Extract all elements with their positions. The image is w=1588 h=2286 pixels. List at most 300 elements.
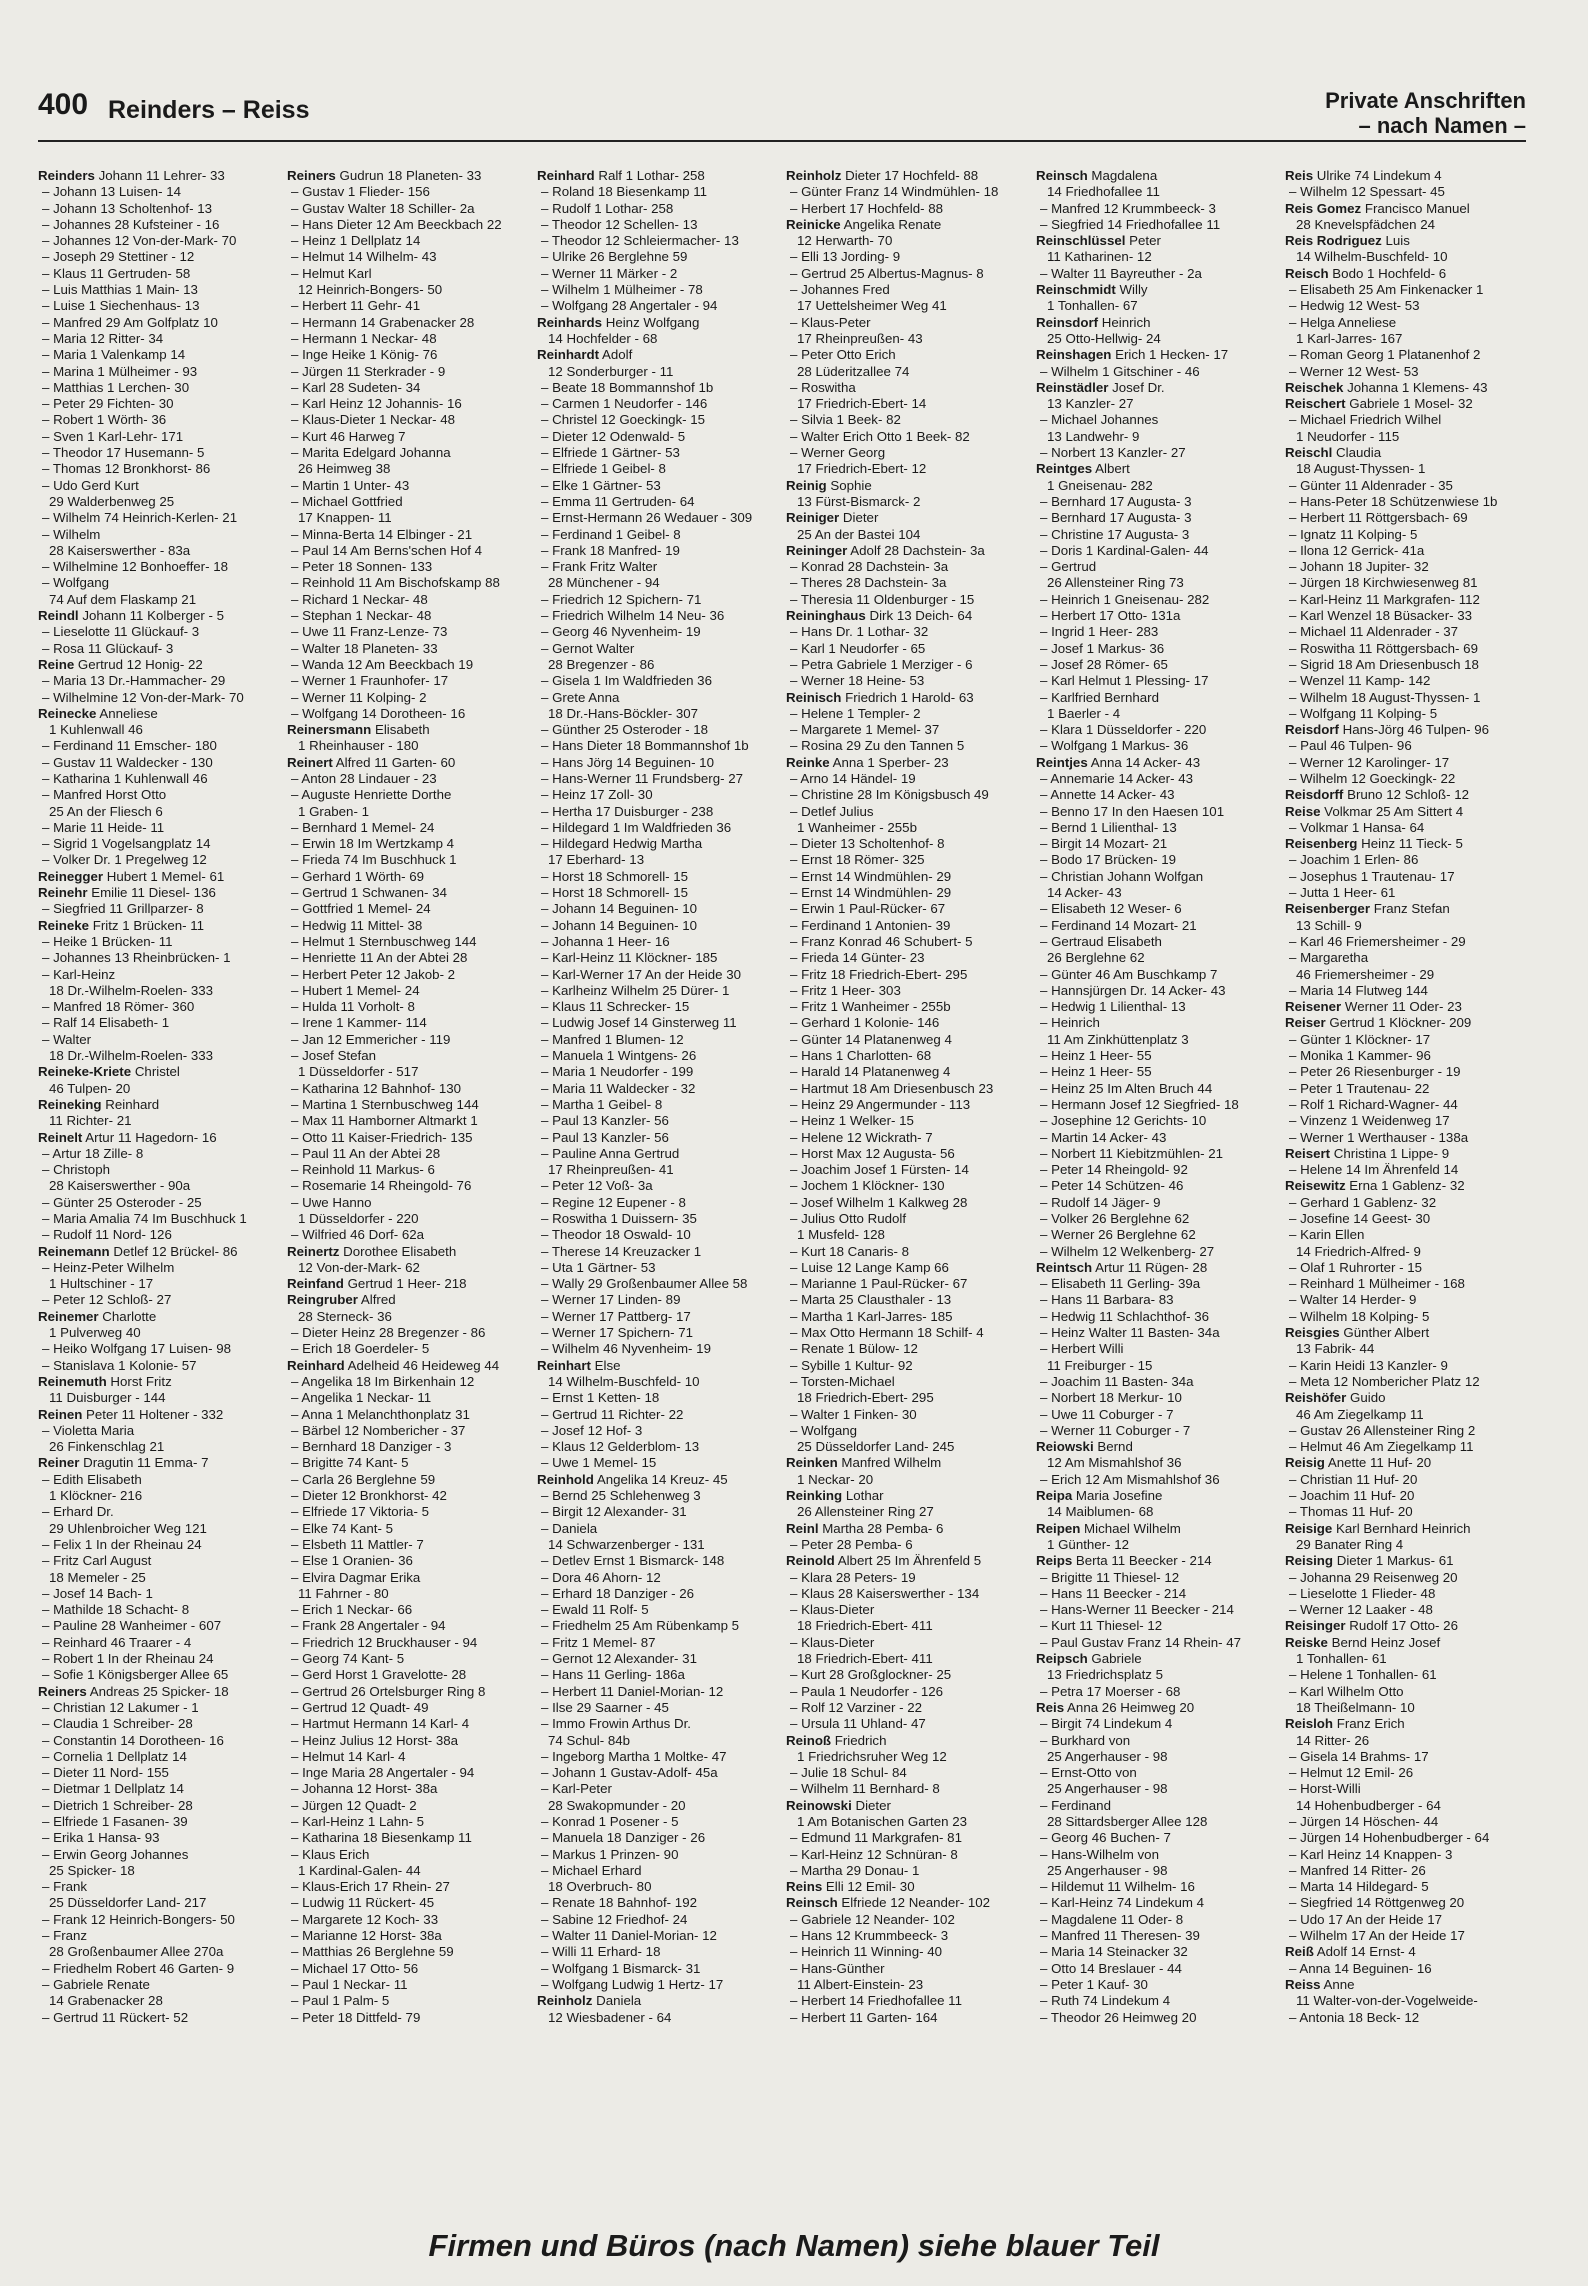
directory-entry: – Werner 11 Märker - 2: [541, 265, 678, 281]
directory-entry: – Marita Edelgard Johanna: [291, 445, 451, 461]
surname-entry: [1036, 282, 1279, 298]
directory-entry: – Wilfried 46 Dorf- 62a: [291, 1227, 425, 1243]
entry-continuation: 17 Rheinpreußen- 43: [797, 330, 923, 346]
directory-entry: – Bodo 17 Brücken- 19: [1040, 852, 1177, 868]
directory-entry: – Hedwig 11 Schlachthof- 36: [1040, 1308, 1210, 1324]
directory-entry: – Herbert 11 Röttgersbach- 69: [1289, 510, 1468, 526]
directory-entry: – Wilhelm 12 Spessart- 45: [1289, 184, 1445, 200]
directory-entry: – Julius Otto Rudolf: [790, 1211, 907, 1226]
surname-entry: [1285, 787, 1526, 803]
directory-entry: – Doris 1 Kardinal-Galen- 44: [1040, 542, 1209, 558]
surname-entry: [38, 657, 281, 673]
section-heading-line1: Private Anschriften: [1325, 88, 1526, 113]
surname: Reinecke: [38, 705, 97, 721]
directory-entry: – Angelika 1 Neckar- 11: [291, 1390, 432, 1406]
surname: Reipsch: [1036, 1651, 1088, 1667]
directory-entry: – Hans-Günther: [790, 1960, 885, 1976]
entry-detail: Bernd: [1093, 1439, 1133, 1455]
directory-columns: [38, 168, 1526, 2200]
entry-continuation: 18 Overbruch- 80: [548, 1879, 652, 1895]
directory-entry: – Josephine 12 Gerichts- 10: [1040, 1113, 1207, 1129]
directory-entry: – Silvia 1 Beek- 82: [790, 412, 901, 428]
directory-entry: – Gernot Walter: [541, 640, 635, 656]
entry-continuation: 1 Karl-Jarres- 167: [1296, 330, 1403, 346]
entry-detail: Claudia: [1332, 445, 1382, 461]
surname: Reipa: [1036, 1488, 1073, 1504]
directory-entry: – Lieselotte 11 Glückauf- 3: [42, 624, 200, 640]
directory-entry: – Peter 26 Riesenburger - 19: [1289, 1064, 1461, 1080]
directory-entry: – Karl 28 Sudeten- 34: [291, 379, 421, 395]
surname: Reinsch: [786, 1895, 838, 1911]
directory-entry: – Theodor 18 Oswald- 10: [541, 1227, 691, 1243]
surname: Reinhards: [537, 314, 603, 330]
directory-entry: – Irene 1 Kammer- 114: [291, 1015, 427, 1031]
surname: Reiske: [1285, 1634, 1328, 1650]
surname-entry: [38, 1130, 281, 1146]
directory-entry: – Paul 46 Tulpen- 96: [1289, 738, 1412, 754]
entry-continuation: 13 Friedrichsplatz 5: [1047, 1667, 1164, 1683]
directory-entry: – Hans Jörg 14 Beguinen- 10: [541, 754, 714, 770]
entry-detail: Elisabeth: [371, 722, 430, 738]
directory-entry: – Wolfgang 14 Dorotheen- 16: [291, 705, 466, 721]
surname: Reineke-Kriete: [38, 1064, 132, 1080]
directory-entry: – Uwe 11 Coburger - 7: [1040, 1406, 1174, 1422]
surname-entry: [38, 706, 281, 722]
directory-entry: – Wolfgang 11 Kolping- 5: [1289, 705, 1438, 721]
directory-entry: – Helmut 14 Karl- 4: [291, 1748, 406, 1764]
directory-entry: – Johanna 1 Heer- 16: [541, 933, 670, 949]
surname: Reiner: [38, 1455, 80, 1471]
entry-detail: Else: [590, 1357, 621, 1373]
surname: Reischek: [1285, 379, 1344, 395]
surname: Reinemer: [38, 1308, 99, 1324]
directory-entry: – Helene 1 Templer- 2: [790, 705, 921, 721]
directory-entry: – Herbert Willi: [1040, 1341, 1124, 1357]
entry-continuation: 17 Knappen- 11: [298, 510, 392, 526]
directory-entry: – Birgit 14 Mozart- 21: [1040, 836, 1168, 852]
directory-entry: – Klara 1 Düsseldorfer - 220: [1040, 722, 1207, 738]
entry-continuation: 28 Bregenzer - 86: [548, 656, 655, 672]
directory-entry: – Klaus Erich: [291, 1846, 370, 1862]
surname: Reinersmann: [287, 722, 372, 738]
directory-entry: – Katharina 1 Kuhlenwall 46: [42, 770, 208, 786]
entry-continuation: 1 Klöckner- 216: [49, 1488, 143, 1504]
entry-continuation: 29 Banater Ring 4: [1296, 1536, 1404, 1552]
entry-continuation: 26 Berglehne 62: [1047, 950, 1145, 966]
entry-detail: Franz Stefan: [1370, 901, 1450, 917]
directory-entry: – Wilhelm 46 Nyvenheim- 19: [541, 1341, 711, 1357]
directory-entry: – Olaf 1 Ruhrorter - 15: [1289, 1259, 1423, 1275]
directory-entry: – Bernhard 17 Augusta- 3: [1040, 510, 1192, 526]
directory-entry: – Brigitte 74 Kant- 5: [291, 1455, 409, 1471]
entry-continuation: 11 Fahrner - 80: [298, 1585, 389, 1601]
directory-entry: – Klaus-Erich 17 Rhein- 27: [291, 1879, 450, 1895]
entry-continuation: 11 Albert-Einstein- 23: [797, 1976, 924, 1992]
directory-entry: – Robert 1 In der Rheinau 24: [42, 1651, 214, 1667]
surname: Reine: [38, 656, 75, 672]
directory-entry: – Manfred 12 Krummbeeck- 3: [1040, 200, 1216, 216]
surname: Reise: [1285, 803, 1321, 819]
entry-continuation: 1 Am Botanischen Garten 23: [797, 1813, 968, 1829]
directory-entry: – Peter 14 Rheingold- 92: [1040, 1162, 1188, 1178]
directory-entry: – Klaus 11 Gertruden- 58: [42, 265, 191, 281]
directory-entry: – Kurt 11 Thiesel- 12: [1040, 1618, 1163, 1634]
directory-entry: – Robert 1 Wörth- 36: [42, 412, 167, 428]
directory-entry: – Gisela 1 Im Waldfrieden 36: [541, 673, 712, 689]
surname: Reindl: [38, 608, 79, 624]
entry-continuation: 11 Walter-von-der-Vogelweide-: [1296, 1993, 1478, 2009]
entry-continuation: 1 Wanheimer - 255b: [797, 819, 917, 835]
entry-detail: Johanna 1 Klemens- 43: [1343, 379, 1488, 395]
directory-entry: – Werner 11 Coburger - 7: [1040, 1422, 1191, 1438]
directory-entry: – Walter 11 Bayreuther - 2a: [1040, 265, 1202, 281]
directory-entry: – Dieter 12 Bronkhorst- 42: [291, 1488, 447, 1504]
directory-entry: – Sven 1 Karl-Lehr- 171: [42, 428, 184, 444]
entry-continuation: 12 Von-der-Mark- 62: [298, 1259, 420, 1275]
directory-entry: – Georg 74 Kant- 5: [291, 1651, 405, 1667]
directory-entry: – Josef 12 Hof- 3: [541, 1422, 643, 1438]
directory-entry: – Karl Heinz 14 Knappen- 3: [1289, 1846, 1453, 1862]
surname-entry: [1285, 804, 1526, 820]
directory-entry: – Regine 12 Eupener - 8: [541, 1194, 686, 1210]
entry-detail: Maria Josefine: [1072, 1488, 1163, 1504]
directory-entry: – Theodor 17 Husemann- 5: [42, 445, 205, 461]
directory-entry: – Maria 13 Dr.-Hammacher- 29: [42, 673, 226, 689]
surname-entry: [38, 1455, 281, 1471]
entry-continuation: 11 Freiburger - 15: [1047, 1357, 1153, 1373]
entry-detail: Alfred 11 Garten- 60: [332, 754, 456, 770]
directory-entry: – Norbert 11 Kiebitzmühlen- 21: [1040, 1145, 1224, 1161]
directory-entry: – Paula 1 Neudorfer - 126: [790, 1683, 944, 1699]
directory-entry: – Theodor 12 Schleiermacher- 13: [541, 233, 739, 249]
entry-detail: Heinrich: [1098, 314, 1151, 330]
entry-continuation: 18 Friedrich-Ebert- 411: [797, 1651, 933, 1667]
directory-entry: – Johann 13 Scholtenhof- 13: [42, 200, 213, 216]
directory-entry: – Heinz 17 Zoll- 30: [541, 787, 653, 803]
entry-continuation: 17 Eberhard- 13: [548, 852, 645, 868]
entry-detail: Gertrud 12 Honig- 22: [74, 656, 203, 672]
directory-entry: – Klaus 28 Kaiserswerther - 134: [790, 1585, 980, 1601]
directory-entry: – Karl-Heinz 11 Klöckner- 185: [541, 950, 718, 966]
directory-entry: – Birgit 12 Alexander- 31: [541, 1504, 687, 1520]
directory-entry: – Heinz 1 Welker- 15: [790, 1113, 914, 1129]
directory-entry: – Gertrud 12 Quadt- 49: [291, 1699, 429, 1715]
entry-detail: Adelheid 46 Heideweg 44: [344, 1357, 500, 1373]
directory-entry: – Peter 14 Schützen- 46: [1040, 1178, 1184, 1194]
entry-continuation: 13 Schill- 9: [1296, 917, 1362, 933]
directory-entry: – Friedhelm Robert 46 Garten- 9: [42, 1960, 235, 1976]
directory-entry: – Udo 17 An der Heide 17: [1289, 1911, 1443, 1927]
entry-detail: Dragutin 11 Emma- 7: [79, 1455, 209, 1471]
surname: Reinemann: [38, 1243, 110, 1259]
directory-entry: – Karl-Heinz 74 Lindekum 4: [1040, 1895, 1205, 1911]
entry-continuation: 18 August-Thyssen- 1: [1296, 461, 1426, 477]
surname-entry: [287, 755, 530, 771]
surname: Reisinger: [1285, 1618, 1346, 1634]
directory-entry: – Wilhelm 74 Heinrich-Kerlen- 21: [42, 510, 238, 526]
directory-entry: – Roswitha: [790, 379, 856, 395]
directory-entry: – Jutta 1 Heer- 61: [1289, 885, 1396, 901]
directory-entry: – Inge Maria 28 Angertaler - 94: [291, 1765, 475, 1781]
directory-entry: – Michael Gottfried: [291, 493, 403, 509]
directory-entry: – Gabriele Renate: [42, 1976, 150, 1992]
surname-entry: [1036, 315, 1279, 331]
directory-entry: – Friedrich 12 Spichern- 71: [541, 591, 702, 607]
directory-entry: – Kurt 46 Harweg 7: [291, 428, 406, 444]
directory-entry: – Brigitte 11 Thiesel- 12: [1040, 1569, 1180, 1585]
surname-entry: [1285, 836, 1526, 852]
directory-entry: – Theodor 12 Schellen- 13: [541, 216, 698, 232]
directory-entry: – Arno 14 Händel- 19: [790, 770, 916, 786]
directory-entry: – Grete Anna: [541, 689, 620, 705]
directory-entry: – Bernhard 18 Danziger - 3: [291, 1439, 452, 1455]
directory-entry: – Friedrich 12 Bruckhauser - 94: [291, 1634, 478, 1650]
surname-entry: [1036, 1260, 1279, 1276]
directory-entry: – Martina 1 Sternbuschweg 144: [291, 1096, 479, 1112]
entry-continuation: 12 Heinrich-Bongers- 50: [298, 282, 443, 298]
directory-entry: – Rosemarie 14 Rheingold- 76: [291, 1178, 472, 1194]
directory-entry: – Friedrich Wilhelm 14 Neu- 36: [541, 608, 725, 624]
directory-entry: – Dietmar 1 Dellplatz 14: [42, 1781, 184, 1797]
directory-entry: – Hedwig 12 West- 53: [1289, 298, 1420, 314]
directory-entry: – Michael Friedrich Wilhel: [1289, 412, 1442, 428]
entry-continuation: 18 Memeler - 25: [49, 1569, 146, 1585]
directory-entry: – Beate 18 Bommannshof 1b: [541, 379, 714, 395]
directory-entry: – Herbert 17 Hochfeld- 88: [790, 200, 943, 216]
entry-continuation: 11 Katharinen- 12: [1047, 249, 1152, 265]
directory-entry: – Rolf 1 Richard-Wagner- 44: [1289, 1096, 1458, 1112]
directory-entry: – Elsbeth 11 Mattler- 7: [291, 1536, 424, 1552]
entry-detail: Christina 1 Lippe- 9: [1330, 1145, 1450, 1161]
entry-continuation: 14 Maiblumen- 68: [1047, 1504, 1154, 1520]
entry-continuation: 46 Am Ziegelkamp 11: [1296, 1406, 1424, 1422]
directory-entry: – Christian 11 Huf- 20: [1289, 1471, 1418, 1487]
directory-entry: – Uwe 1 Memel- 15: [541, 1455, 657, 1471]
directory-entry: – Hulda 11 Vorholt- 8: [291, 999, 415, 1015]
entry-detail: Andreas 25 Spicker- 18: [86, 1683, 229, 1699]
surname: Reinicke: [786, 216, 841, 232]
directory-entry: – Margarete 1 Memel- 37: [790, 722, 940, 738]
directory-entry: – Erich 12 Am Mismahlshof 36: [1040, 1471, 1220, 1487]
directory-entry: – Wally 29 Großenbaumer Allee 58: [541, 1276, 748, 1292]
directory-entry: – Johannes 12 Von-der-Mark- 70: [42, 233, 237, 249]
surname-entry: [1285, 1455, 1526, 1471]
directory-entry: – Karin Ellen: [1289, 1227, 1365, 1243]
surname: Reinertz: [287, 1243, 340, 1259]
directory-entry: – Johanna 12 Horst- 38a: [291, 1781, 438, 1797]
entry-continuation: 74 Auf dem Flaskamp 21: [49, 591, 197, 607]
entry-continuation: 13 Kanzler- 27: [1047, 396, 1134, 412]
directory-entry: – Joachim 11 Basten- 34a: [1040, 1373, 1194, 1389]
directory-entry: – Gertrud: [1040, 559, 1097, 575]
surname: Reinhart: [537, 1357, 591, 1373]
section-heading-line2: – nach Namen –: [1358, 113, 1526, 138]
directory-entry: – Mathilde 18 Schacht- 8: [42, 1602, 190, 1618]
surname: Reisloh: [1285, 1716, 1334, 1732]
directory-entry: – Volkmar 1 Hansa- 64: [1289, 819, 1425, 835]
entry-detail: Albert: [1092, 461, 1130, 477]
surname: Reisert: [1285, 1145, 1331, 1161]
directory-entry: – Annemarie 14 Acker- 43: [1040, 770, 1194, 786]
directory-entry: – Ferdinand 1 Geibel- 8: [541, 526, 681, 542]
directory-entry: – Siegfried 11 Grillparzer- 8: [42, 901, 204, 917]
directory-entry: – Wolfgang 28 Angertaler - 94: [541, 298, 718, 314]
entry-detail: Adolf 14 Ernst- 4: [1313, 1944, 1416, 1960]
entry-continuation: 18 Friedrich-Ebert- 411: [797, 1618, 933, 1634]
directory-entry: – Theodor 26 Heimweg 20: [1040, 2009, 1197, 2025]
directory-entry: – Dieter Heinz 28 Bregenzer - 86: [291, 1325, 486, 1341]
directory-entry: – Meta 12 Nombericher Platz 12: [1289, 1373, 1480, 1389]
entry-continuation: 1 Rheinhauser - 180: [298, 738, 419, 754]
surname: Reinisch: [786, 689, 842, 705]
directory-entry: – Roswitha 11 Röttgersbach- 69: [1289, 640, 1478, 656]
entry-continuation: 25 An der Fliesch 6: [49, 803, 163, 819]
directory-entry: – Karl Wilhelm Otto: [1289, 1683, 1404, 1699]
surname-entry: [38, 1684, 281, 1700]
surname-entry: [1036, 1553, 1279, 1569]
surname-entry: [786, 510, 1029, 526]
directory-entry: – Ernst-Otto von: [1040, 1765, 1137, 1781]
directory-entry: – Fritz Carl August: [42, 1553, 152, 1569]
directory-entry: – Hans Dieter 12 Am Beeckbach 22: [291, 216, 502, 232]
directory-entry: – Werner 17 Pattberg- 17: [541, 1308, 691, 1324]
surname: Reishöfer: [1285, 1390, 1347, 1406]
directory-entry: – Dietrich 1 Schreiber- 28: [42, 1797, 193, 1813]
directory-entry: – Peter 12 Schloß- 27: [42, 1292, 172, 1308]
directory-entry: – Siegfried 14 Friedhofallee 11: [1040, 216, 1221, 232]
entry-continuation: 12 Wiesbadener - 64: [548, 2009, 672, 2025]
directory-entry: – Werner 1 Fraunhofer- 17: [291, 673, 449, 689]
directory-entry: – Wilhelmine 12 Bonhoeffer- 18: [42, 559, 229, 575]
directory-entry: – Emma 11 Gertruden- 64: [541, 493, 695, 509]
entry-detail: Berta 11 Beecker - 214: [1072, 1553, 1212, 1569]
entry-continuation: 13 Fürst-Bismarck- 2: [797, 493, 921, 509]
directory-entry: – Elisabeth 25 Am Finkenacker 1: [1289, 282, 1484, 298]
directory-entry: – Hermann Josef 12 Siegfried- 18: [1040, 1096, 1239, 1112]
surname: Reineke: [38, 917, 89, 933]
surname-entry: [1285, 380, 1526, 396]
surname-entry: [38, 1374, 281, 1390]
surname: Reinelt: [38, 1129, 83, 1145]
surname-entry: [1285, 1521, 1526, 1537]
surname: Reintsch: [1036, 1259, 1093, 1275]
surname-entry: [1285, 1618, 1526, 1634]
directory-entry: – Therese 14 Kreuzacker 1: [541, 1243, 702, 1259]
surname: Reisdorf: [1285, 722, 1339, 738]
entry-detail: Hubert 1 Memel- 61: [103, 868, 225, 884]
directory-entry: – Willi 11 Erhard- 18: [541, 1944, 661, 1960]
directory-entry: – Klaus-Peter: [790, 314, 871, 330]
directory-entry: – Hans-Wilhelm von: [1040, 1846, 1159, 1862]
page-number: 400: [38, 88, 89, 121]
entry-detail: Artur 11 Rügen- 28: [1092, 1259, 1208, 1275]
directory-entry: – Peter 29 Fichten- 30: [42, 396, 174, 412]
surname: Reiss: [1285, 1976, 1321, 1992]
directory-entry: – Jürgen 11 Sterkrader - 9: [291, 363, 446, 379]
surname: Reips: [1036, 1553, 1073, 1569]
directory-entry: – Sofie 1 Königsberger Allee 65: [42, 1667, 229, 1683]
directory-entry: – Petra 17 Moerser - 68: [1040, 1683, 1181, 1699]
entry-continuation: 17 Friedrich-Ebert- 14: [797, 396, 927, 412]
directory-entry: – Ferdinand 14 Mozart- 21: [1040, 917, 1197, 933]
directory-entry: – Klaus 11 Schrecker- 15: [541, 999, 690, 1015]
surname: Reinoß: [786, 1732, 832, 1748]
directory-entry: – Antonia 18 Beck- 12: [1289, 2009, 1420, 2025]
surname-entry: [38, 1309, 281, 1325]
entry-detail: Alfred: [357, 1292, 396, 1308]
directory-entry: – Maria 1 Valenkamp 14: [42, 347, 186, 363]
surname: Reinschmidt: [1036, 282, 1116, 298]
directory-entry: – Immo Frowin Arthus Dr.: [541, 1716, 691, 1732]
surname-entry: [1036, 347, 1279, 363]
entry-detail: Franz Erich: [1333, 1716, 1405, 1732]
entry-continuation: 25 An der Bastei 104: [797, 526, 921, 542]
directory-entry: – Bernd 25 Schlehenweg 3: [541, 1488, 701, 1504]
directory-entry: – Roswitha 1 Duissern- 35: [541, 1211, 697, 1226]
directory-entry: – Hans 12 Krummbeeck- 3: [790, 1928, 949, 1944]
directory-entry: – Cornelia 1 Dellplatz 14: [42, 1748, 187, 1764]
surname: Reisdorff: [1285, 787, 1344, 803]
directory-entry: – Karl-Heinz 1 Lahn- 5: [291, 1813, 425, 1829]
surname: Reinsch: [1036, 168, 1088, 183]
surname: Reinowski: [786, 1797, 852, 1813]
entry-detail: Artur 11 Hagedorn- 16: [82, 1129, 217, 1145]
entry-detail: Erna 1 Gablenz- 32: [1345, 1178, 1465, 1194]
directory-entry: – Stephan 1 Neckar- 48: [291, 608, 432, 624]
directory-entry: – Theresia 11 Oldenburger - 15: [790, 591, 975, 607]
entry-detail: Heinz 11 Tieck- 5: [1357, 836, 1463, 852]
directory-entry: – Bernhard 1 Memel- 24: [291, 819, 435, 835]
entry-detail: Dirk 13 Deich- 64: [865, 608, 973, 624]
surname-entry: [1036, 380, 1279, 396]
directory-column-3: [537, 168, 780, 2200]
directory-entry: – Gertrud 11 Richter- 22: [541, 1406, 684, 1422]
directory-entry: – Angelika 18 Im Birkenhain 12: [291, 1373, 475, 1389]
directory-entry: – Ingeborg Martha 1 Moltke- 47: [541, 1748, 727, 1764]
directory-entry: – Friedhelm 25 Am Rübenkamp 5: [541, 1618, 740, 1634]
directory-entry: – Helmut 46 Am Ziegelkamp 11: [1289, 1439, 1474, 1455]
directory-entry: – Günter Franz 14 Windmühlen- 18: [790, 184, 999, 200]
entry-continuation: 13 Landwehr- 9: [1047, 428, 1140, 444]
directory-entry: – Otto 14 Breslauer - 44: [1040, 1960, 1182, 1976]
directory-entry: – Gertrud 11 Rückert- 52: [42, 2009, 189, 2025]
entry-detail: Hans-Jörg 46 Tulpen- 96: [1338, 722, 1489, 738]
directory-entry: – Hermann 14 Grabenacker 28: [291, 314, 475, 330]
directory-entry: – Carmen 1 Neudorfer - 146: [541, 396, 708, 412]
directory-entry: – Harald 14 Platanenweg 4: [790, 1064, 951, 1080]
entry-detail: Friedrich 1 Harold- 63: [841, 689, 974, 705]
entry-continuation: 14 Ritter- 26: [1296, 1732, 1370, 1748]
directory-entry: – Sybille 1 Kultur- 92: [790, 1357, 913, 1373]
directory-entry: – Manfred 1 Blumen- 12: [541, 1031, 684, 1047]
directory-entry: – Ruth 74 Lindekum 4: [1040, 1993, 1171, 2009]
entry-detail: Horst Fritz: [106, 1373, 172, 1389]
surname: Reinen: [38, 1406, 83, 1422]
directory-entry: – Anton 28 Lindauer - 23: [291, 770, 437, 786]
directory-entry: – Elvira Dagmar Erika: [291, 1569, 421, 1585]
surname-entry: [38, 918, 281, 934]
directory-entry: – Erwin 18 Im Wertzkamp 4: [291, 836, 455, 852]
header-rule: [38, 140, 1526, 142]
directory-entry: – Ferdinand 1 Antonien- 39: [790, 917, 951, 933]
directory-entry: – Klaus 12 Gelderblom- 13: [541, 1439, 700, 1455]
directory-entry: – Walter Erich Otto 1 Beek- 82: [790, 428, 970, 444]
directory-entry: – Hermann 1 Neckar- 48: [291, 330, 437, 346]
surname-entry: [786, 217, 1029, 233]
directory-entry: – Werner 12 West- 53: [1289, 363, 1419, 379]
entry-detail: Ulrike 74 Lindekum 4: [1313, 168, 1442, 183]
surname-entry: [1036, 1651, 1279, 1667]
